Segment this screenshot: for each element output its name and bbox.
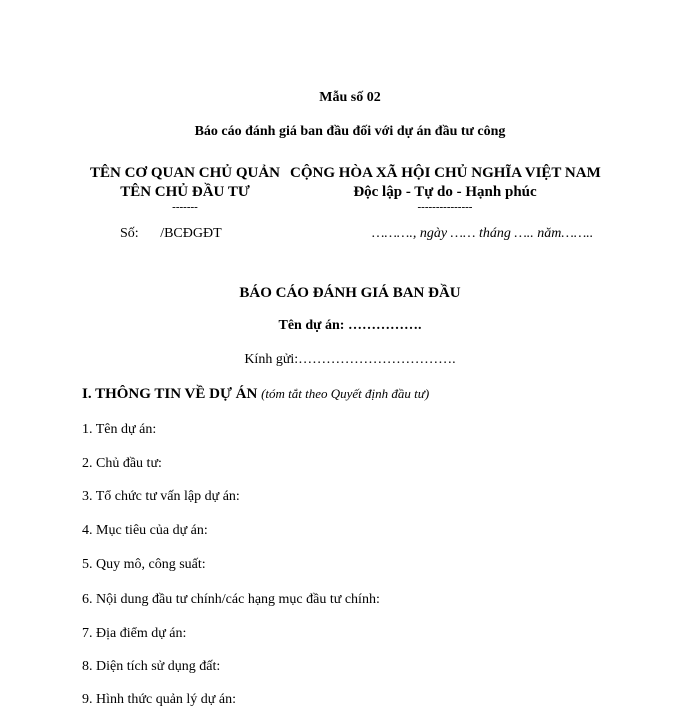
form-number: Mẫu số 02 xyxy=(319,90,381,105)
list-item: 2. Chủ đầu tư: xyxy=(82,456,162,471)
list-item: 8. Diện tích sử dụng đất: xyxy=(82,659,221,674)
list-item: 7. Địa điểm dự án: xyxy=(82,626,187,641)
section-1-note: (tóm tắt theo Quyết định đầu tư) xyxy=(261,386,430,401)
list-item: 4. Mục tiêu của dự án: xyxy=(82,523,208,538)
document-number-code: /BCĐGĐT xyxy=(160,226,222,241)
form-title: Báo cáo đánh giá ban đầu đối với dự án đầu tư công xyxy=(194,124,506,139)
document-number-label: Số: xyxy=(120,226,139,241)
list-item: 9. Hình thức quản lý dự án: xyxy=(82,692,236,707)
agency-divider: ------- xyxy=(172,201,198,213)
report-title: BÁO CÁO ĐÁNH GIÁ BAN ĐẦU xyxy=(239,285,461,301)
project-name-line: Tên dự án: ……………. xyxy=(278,318,422,333)
section-1-heading xyxy=(82,386,429,403)
investor-name: TÊN CHỦ ĐẦU TƯ xyxy=(120,184,250,200)
date-line: ………., ngày …… tháng ….. năm…….. xyxy=(372,226,594,241)
list-item: 1. Tên dự án: xyxy=(82,422,157,437)
section-1-title: I. THÔNG TIN VỀ DỰ ÁN xyxy=(82,386,258,402)
motto-divider: --------------- xyxy=(417,201,473,213)
national-motto-block xyxy=(290,164,600,213)
agency-name: TÊN CƠ QUAN CHỦ QUẢN xyxy=(89,165,280,181)
country-name: CỘNG HÒA XÃ HỘI CHỦ NGHĨA VIỆT NAM xyxy=(290,165,601,181)
motto: Độc lập - Tự do - Hạnh phúc xyxy=(353,184,537,200)
list-item: 3. Tổ chức tư vấn lập dự án: xyxy=(82,489,240,504)
addressee-line: Kính gửi:……………………………. xyxy=(244,352,456,367)
list-item: 6. Nội dung đầu tư chính/các hạng mục đầu tư chính: xyxy=(82,592,380,607)
list-item: 5. Quy mô, công suất: xyxy=(82,557,206,572)
agency-block xyxy=(70,164,300,213)
document-number xyxy=(120,226,222,242)
